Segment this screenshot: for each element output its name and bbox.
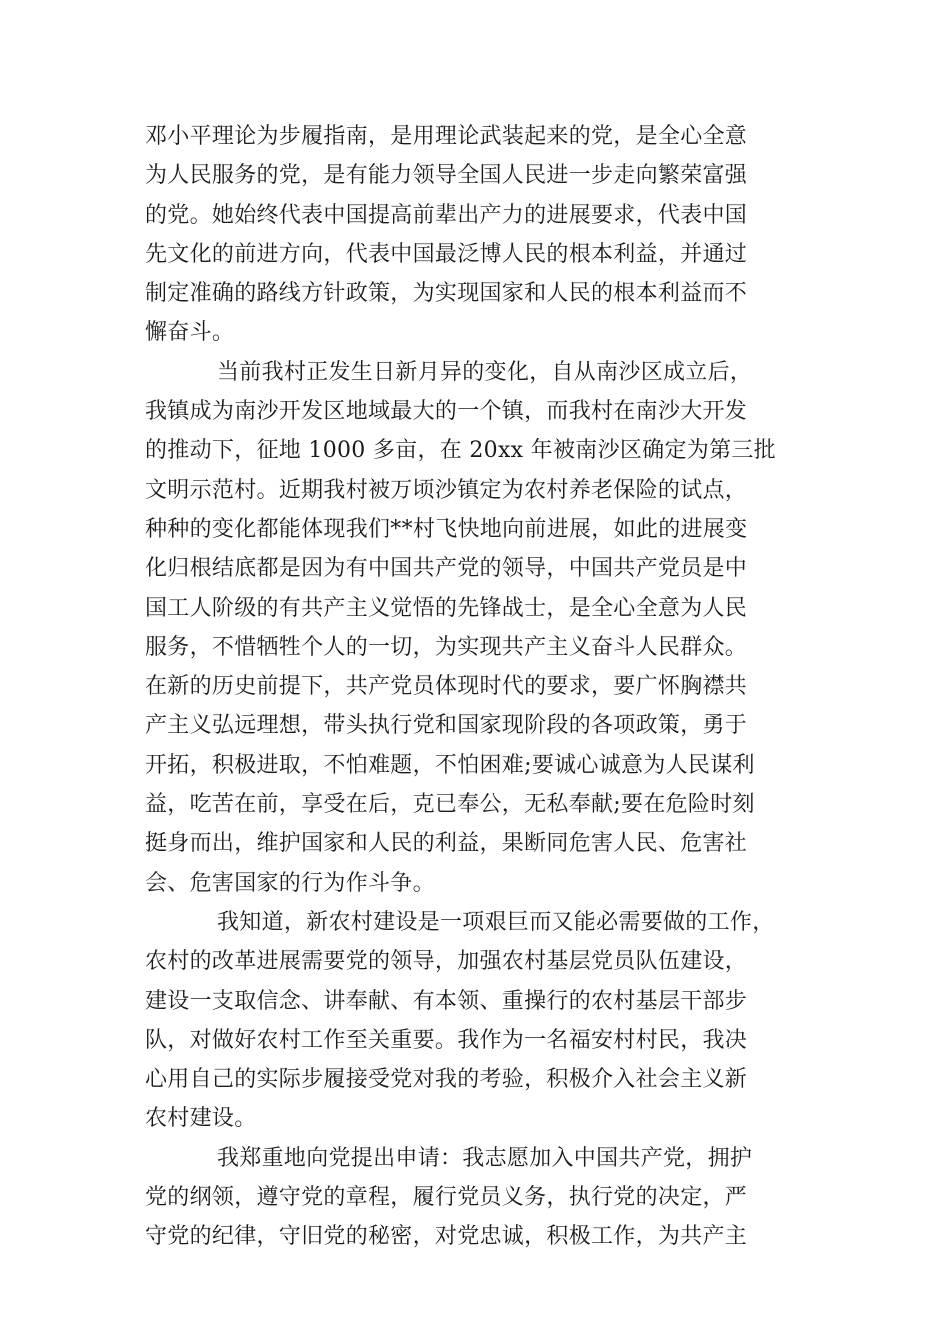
text-line: 开拓，积极进取，不怕难题，不怕困难;要诚心诚意为人民谋利 xyxy=(145,752,755,778)
paragraph-2 xyxy=(145,353,805,903)
text-line: 队，对做好农村工作至关重要。我作为一名福安村村民，我决 xyxy=(145,1027,748,1053)
text-line: 化归根结底都是因为有中国共产党的领导，中国共产党员是中 xyxy=(145,556,748,582)
text-line: 文明示范村。近期我村被万顷沙镇定为农村养老保险的试点， xyxy=(145,477,748,503)
text-line: 的党。她始终代表中国提高前辈出产力的进展要求，代表中国 xyxy=(145,202,748,228)
text-line: 我镇成为南沙开发区地域最大的一个镇，而我村在南沙大开发 xyxy=(145,399,748,425)
paragraph-1 xyxy=(145,117,805,353)
text-line: 懈奋斗。 xyxy=(145,320,235,346)
text-line: 农村建设。 xyxy=(145,1106,257,1132)
text-line: 我郑重地向党提出申请：我志愿加入中国共产党，拥护 xyxy=(217,1145,753,1171)
text-line: 会、危害国家的行为作斗争。 xyxy=(145,870,435,896)
paragraph-3 xyxy=(145,903,805,1139)
text-line: 我知道，新农村建设是一项艰巨而又能必需要做的工作， xyxy=(217,909,775,935)
text-line: 为人民服务的党，是有能力领导全国人民进一步走向繁荣富强 xyxy=(145,163,748,189)
document-body xyxy=(145,117,805,1257)
text-line: 邓小平理论为步履指南，是用理论武装起来的党，是全心全意 xyxy=(145,124,748,149)
text-line: 在新的历史前提下，共产党员体现时代的要求，要广怀胸襟共 xyxy=(145,674,748,700)
text-line: 制定准确的路线方针政策，为实现国家和人民的根本利益而不 xyxy=(145,281,748,307)
text-line: 种种的变化都能体现我们**村飞快地向前进展，如此的进展变 xyxy=(145,516,748,542)
text-line: 产主义弘远理想，带头执行党和国家现阶段的各项政策，勇于 xyxy=(145,713,748,739)
paragraph-4 xyxy=(145,1139,805,1257)
text-line: 建设一支取信念、讲奉献、有本领、重操行的农村基层干部步 xyxy=(145,988,748,1014)
text-line: 挺身而出，维护国家和人民的利益，果断同危害人民、危害社 xyxy=(145,831,748,857)
text-line: 农村的改革进展需要党的领导，加强农村基层党员队伍建设， xyxy=(145,949,748,975)
text-line: 守党的纪律，守旧党的秘密，对党忠诚，积极工作，为共产主 xyxy=(145,1224,748,1250)
text-line: 先文化的前进方向，代表中国最泛博人民的根本利益，并通过 xyxy=(145,241,748,267)
text-line: 益，吃苦在前，享受在后，克已奉公，无私奉献;要在危险时刻 xyxy=(145,792,755,818)
text-line: 当前我村正发生日新月异的变化，自从南沙区成立后， xyxy=(217,359,753,385)
text-line: 党的纲领，遵守党的章程，履行党员义务，执行党的决定，严 xyxy=(145,1185,748,1211)
text-line: 心用自己的实际步履接受党对我的考验，积极介入社会主义新 xyxy=(145,1067,748,1093)
text-line: 服务，不惜牺牲个人的一切，为实现共产主义奋斗人民群众。 xyxy=(145,634,748,660)
text-line: 的推动下，征地 1000 多亩，在 20xx 年被南沙区确定为第三批 xyxy=(145,438,776,464)
text-line: 国工人阶级的有共产主义觉悟的先锋战士，是全心全意为人民 xyxy=(145,595,748,621)
